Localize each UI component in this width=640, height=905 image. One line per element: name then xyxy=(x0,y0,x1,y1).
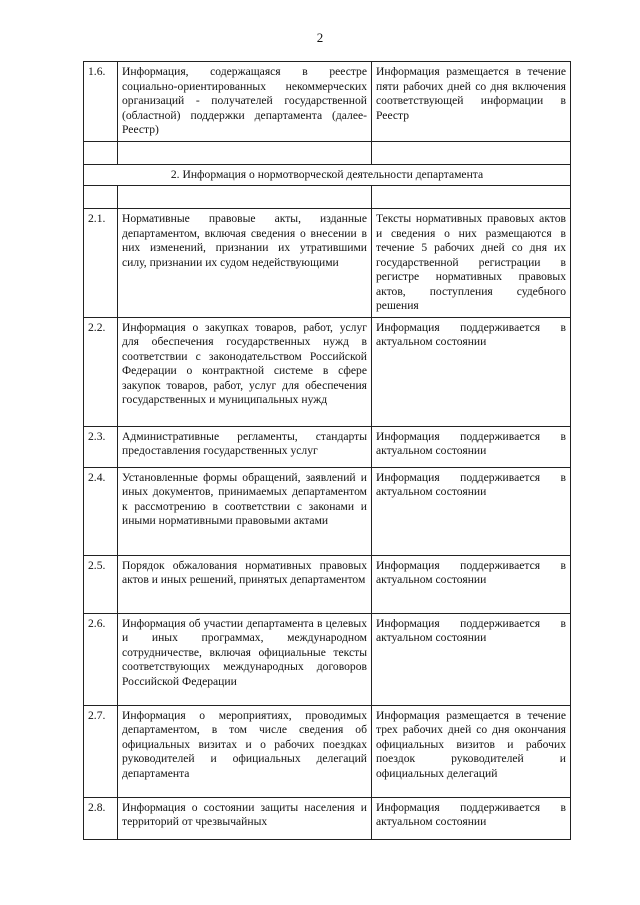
row-info: Информация о закупках товаров, работ, услуг для обеспечения государственных нужд в соответствии с законодательством Российской Федерации о контрактной системе в сфере закупок товаров, работ, услуг для обеспечения государственных и муниципальных нужд xyxy=(118,317,372,426)
row-number: 2.4. xyxy=(84,467,118,555)
section-title: 2. Информация о нормотворческой деятельности департамента xyxy=(84,164,571,186)
row-info: Информация о состоянии защиты населения и территорий от чрезвычайных xyxy=(118,797,372,839)
table-row xyxy=(84,797,571,839)
table-row xyxy=(84,705,571,797)
table-row xyxy=(84,467,571,555)
table-row xyxy=(84,209,571,318)
row-info: Порядок обжалования нормативных правовых актов и иных решений, принятых департаментом xyxy=(118,555,372,613)
row-info: Установленные формы обращений, заявлений и иных документов, принимаемых департаментом к рассмотрению в соответствии с законами и иными нормативными правовыми актами xyxy=(118,467,372,555)
row-term: Информация размещается в течение пяти рабочих дней со дня включения соответствующей информации в Реестр xyxy=(372,62,571,142)
row-term: Информация поддерживается в актуальном состоянии xyxy=(372,555,571,613)
row-number: 2.8. xyxy=(84,797,118,839)
row-term: Информация поддерживается в актуальном состоянии xyxy=(372,426,571,467)
table-row xyxy=(84,426,571,467)
row-number: 2.3. xyxy=(84,426,118,467)
table-row xyxy=(84,62,571,142)
row-term: Информация поддерживается в актуальном состоянии xyxy=(372,797,571,839)
row-number: 2.5. xyxy=(84,555,118,613)
row-term: Информация поддерживается в актуальном состоянии xyxy=(372,317,571,426)
row-number: 2.6. xyxy=(84,613,118,705)
table-spacer-row xyxy=(84,186,571,209)
row-number: 2.1. xyxy=(84,209,118,318)
row-term: Информация поддерживается в актуальном состоянии xyxy=(372,613,571,705)
row-number: 1.6. xyxy=(84,62,118,142)
page-number: 2 xyxy=(316,30,324,45)
row-term: Информация поддерживается в актуальном состоянии xyxy=(372,467,571,555)
row-info: Информация об участии департамента в целевых и иных программах, международном сотрудничестве, включая официальные тексты соответствующих международных договоров Российской Федерации xyxy=(118,613,372,705)
row-number: 2.7. xyxy=(84,705,118,797)
row-number: 2.2. xyxy=(84,317,118,426)
row-info: Информация о мероприятиях, проводимых департаментом, в том числе сведения об официальных визитах и о рабочих поездках руководителей и официальных делегаций департамента xyxy=(118,705,372,797)
row-info: Административные регламенты, стандарты предоставления государственных услуг xyxy=(118,426,372,467)
row-info: Информация, содержащаяся в реестре социально-ориентированных некоммерческих организаций - получателей государственной (областной) поддержки департамента (далее- Реестр) xyxy=(118,62,372,142)
row-info: Нормативные правовые акты, изданные департаментом, включая сведения о внесении в них изменений, признании их утратившими силу, признании их судом недействующими xyxy=(118,209,372,318)
table-spacer-row xyxy=(84,141,571,164)
table-row xyxy=(84,555,571,613)
section-heading-row xyxy=(84,164,571,186)
row-term: Тексты нормативных правовых актов и сведения о них размещаются в течение 5 рабочих дней со дня их государственной регистрации в регистре нормативных правовых актов, поступления судебного решения xyxy=(372,209,571,318)
row-term: Информация размещается в течение трех рабочих дней со дня окончания официальных визитов и рабочих поездок руководителей и официальных делегаций xyxy=(372,705,571,797)
table-row xyxy=(84,613,571,705)
table-row xyxy=(84,317,571,426)
information-table xyxy=(83,61,571,840)
